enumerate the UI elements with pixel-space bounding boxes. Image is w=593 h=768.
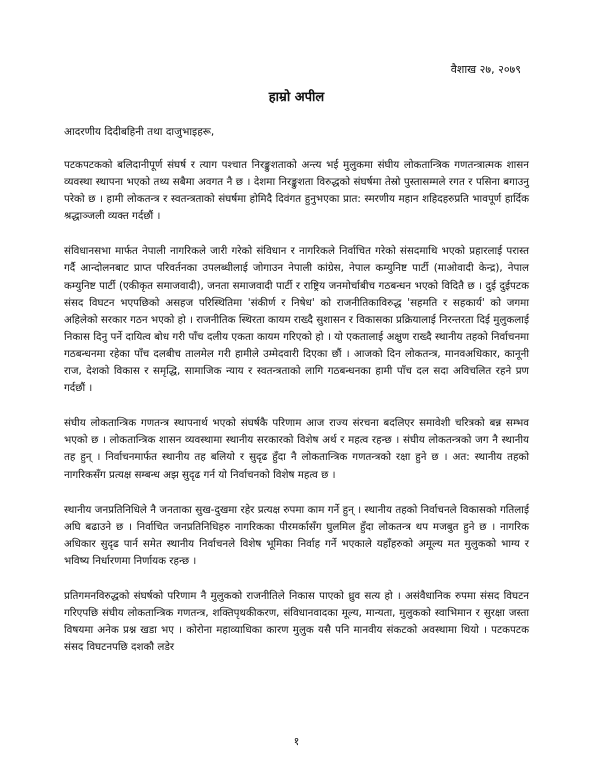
paragraph-1: पटकपटकको बलिदानीपूर्ण संघर्ष र त्याग पश्चात निरङ्कुशताको अन्त्य भई मुलुकमा संघीय लोकतान्त्रिक गणतन्त्रात्मक शासन व्यवस्था स्थापना भएको तथ्य सबैमा अवगत नै छ । देशमा निरङ्कुशता विरुद्धको संघर्षमा तेस्रो पुस्तासम्मले रगत र पसिना बगाउनु परेको छ । हामी लोकतन्त्र र स्वतन्त्रताको संघर्षमा होमिदै दिवंगत हुनुभएका प्रात: स्मरणीय महान शहिदहरुप्रति भावपूर्ण हार्दिक श्रद्धाञ्जली व्यक्त गर्दछौं । (64, 159, 529, 223)
document-date: वैशाख २७, २०७९ (450, 63, 521, 76)
paragraph-5: प्रतिगमनविरुद्धको संघर्षको परिणाम नै मुलुकको राजनीतिले निकास पाएको ध्रुव सत्य हो । असंवैधानिक रुपमा संसद विघटन गरिएपछि संघीय लोकतान्त्रिक गणतन्त्र, शक्तिपृथकीकरण, संविधानवादका मूल्य, मान्यता, मुलुकको स्वाभिमान र सुरक्षा जस्ता विषयमा अनेक प्रश्न खडा भए । कोरोना महाव्याधिका कारण मुलुक यसै पनि मानवीय संकटको अवस्थामा थियो । पटकपटक संसद विघटनपछि दशकौ लडेर (64, 589, 529, 654)
page-number: १ (293, 735, 300, 748)
paragraph-2: संविधानसभा मार्फत नेपाली नागरिकले जारी गरेको संविधान र नागरिकले निर्वाचित गरेको संसदमाथि भएको प्रहारलाई परास्त गर्दै आन्दोलनबाट प्राप्त परिवर्तनका उपलब्धीलाई जोगाउन नेपाली कांग्रेस, नेपाल कम्युनिष्ट पार्टी (माओवादी केन्द्र), नेपाल कम्युनिष्ट पार्टी (एकीकृत समाजवादी), जनता समाजवादी पार्टी र राष्ट्रिय जनमोर्चाबीच गठबन्धन भएको विदितै छ । दुई दुईपटक संसद विघटन भएपछिको असहज परिस्थितिमा 'संकीर्ण र निषेध' को राजनीतिकाविरुद्ध 'सहमति र सहकार्य' को जगमा अहिलेको सरकार गठन भएको हो । राजनीतिक स्थिरता कायम राख्दै सुशासन र विकासका प्रक्रियालाई निरन्तरता दिई मुलुकलाई निकास दिनु पर्ने दायित्व बोध गरी पाँच दलीय एकता कायम गरिएको हो । यो एकतालाई अक्षुण राख्दै स्थानीय तहको निर्वाचनमा गठबन्धनमा रहेका पाँच दलबीच तालमेल गरी हामीले उम्मेदवारी दिएका छौं । आजको दिन लोकतन्त्र, मानवअधिकार, कानूनी राज, देशको विकास र समृद्धि, सामाजिक न्याय र स्वतन्त्रताको लागि गठबन्धनका हामी पाँच दल सदा अविचलित रहने प्रण गर्दछौं । (64, 245, 529, 395)
paragraph-4: स्थानीय जनप्रतिनिधिले नै जनताका सुख-दुखमा रहेर प्रत्यक्ष रुपमा काम गर्ने हुन् । स्थानीय तहको निर्वाचनले विकासको गतिलाई अघि बढाउने छ । निर्वाचित जनप्रतिनिधिहरु नागरिकका पीरमर्कासँग घुलमिल हुँदा लोकतन्त्र थप मजबुत हुने छ । नागरिक अधिकार सुदृढ पार्न समेत स्थानीय निर्वाचनले विशेष भूमिका निर्वाह गर्ने भएकाले यहाँहरुको अमूल्य मत मुलुकको भाग्य र भविष्य निर्धारणमा निर्णायक रहन्छ । (64, 503, 529, 567)
salutation: आदरणीय दिदीबहिनी तथा दाजुभाइहरू, (64, 126, 215, 138)
paragraph-3: संघीय लोकतान्त्रिक गणतन्त्र स्थापनार्थ भएको संघर्षकै परिणाम आज राज्य संरचना बदलिएर समावेशी चरित्रको बन्न सम्भव भएको छ । लोकतान्त्रिक शासन व्यवस्थामा स्थानीय सरकारको विशेष अर्थ र महत्व रहन्छ । संघीय लोकतन्त्रको जग नै स्थानीय तह हुन् । निर्वाचनमार्फत स्थानीय तह बलियो र सुदृढ हुँदा नै लोकतान्त्रिक गणतन्त्रको रक्षा हुने छ । अत: स्थानीय तहको नागरिकसँग प्रत्यक्ष सम्बन्ध अझ सुदृढ गर्न यो निर्वाचनको विशेष महत्व छ । (64, 417, 529, 481)
document-title: हाम्रो अपील (268, 90, 325, 105)
